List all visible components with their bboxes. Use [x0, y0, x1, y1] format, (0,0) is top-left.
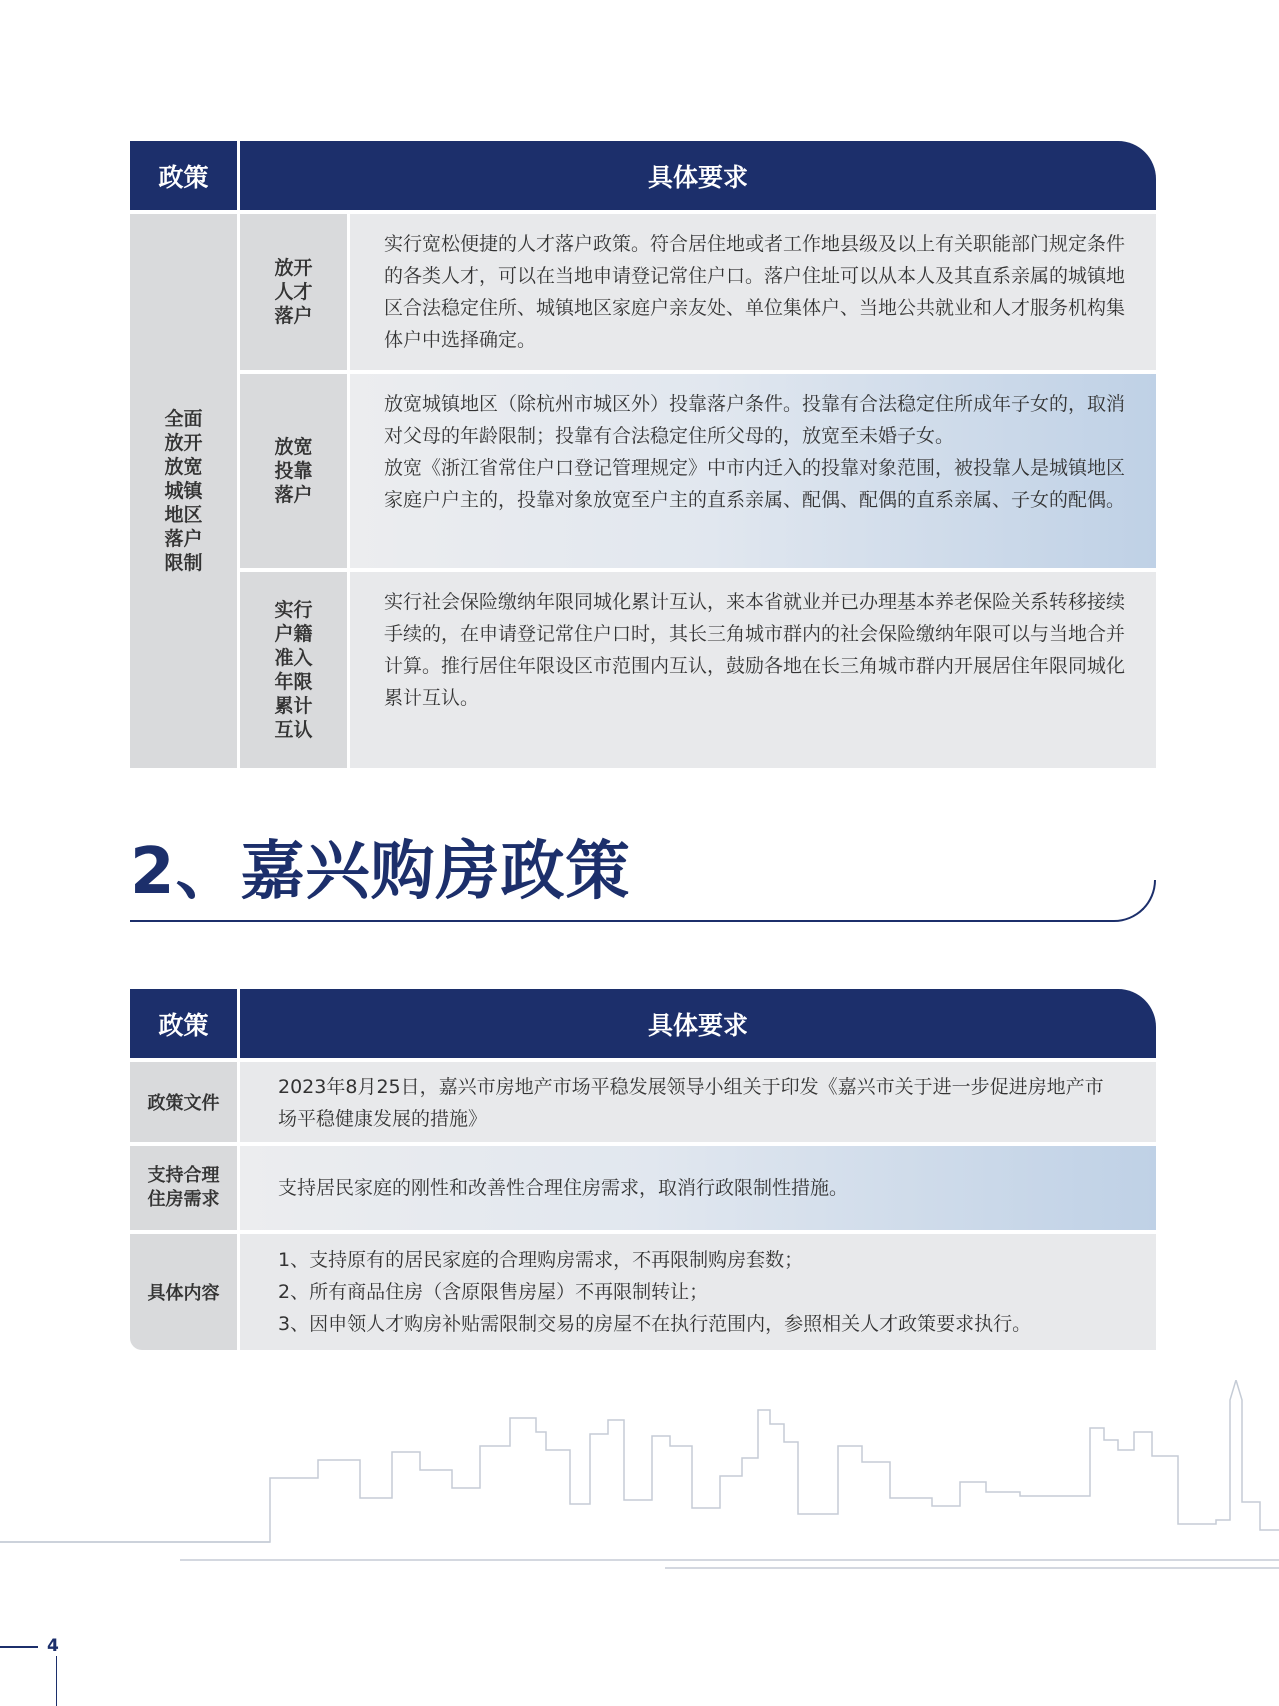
row-text-paragraph: 放宽《浙江省常住户口登记管理规定》中市内迁入的投靠对象范围，被投靠人是城镇地区家庭户户主的，投靠对象放宽至户主的直系亲属、配偶、配偶的直系亲属、子女的配偶。 — [384, 457, 1126, 511]
row-text-cell — [350, 214, 1156, 370]
row-label-line: 支持合理 — [147, 1165, 220, 1186]
header-requirements: 具体要求 — [240, 141, 1156, 210]
section-underline — [130, 880, 1156, 922]
row-text-cell — [350, 374, 1156, 568]
page-rule — [0, 1646, 38, 1648]
row-label-cell — [240, 374, 347, 568]
header-policy: 政策 — [130, 141, 237, 210]
group-label-cell — [130, 214, 237, 768]
row-label-line: 住房需求 — [147, 1189, 220, 1210]
housing-policy-table — [130, 989, 1156, 1361]
list-item: 1、支持原有的居民家庭的合理购房需求，不再限制购房套数； — [278, 1249, 804, 1271]
row-text-cell — [240, 1234, 1156, 1350]
row-text-cell — [350, 572, 1156, 768]
household-policy-table — [130, 141, 1156, 768]
table-header — [130, 141, 1156, 210]
row-text-cell — [240, 1062, 1156, 1142]
header-policy: 政策 — [130, 989, 237, 1058]
row-label: 放宽投靠落户 — [274, 436, 313, 506]
list-item: 3、因申领人才购房补贴需限制交易的房屋不在执行范围内，参照相关人才政策要求执行。 — [278, 1313, 1032, 1335]
row-text-paragraph: 放宽城镇地区（除杭州市城区外）投靠落户条件。投靠有合法稳定住所成年子女的，取消对父母的年龄限制；投靠有合法稳定住所父母的，放宽至未婚子女。 — [384, 393, 1126, 447]
row-label-cell — [240, 572, 347, 768]
row-label: 实行户籍准入年限累计互认 — [274, 599, 313, 741]
row-text: 2023年8月25日，嘉兴市房地产市场平稳发展领导小组关于印发《嘉兴市关于进一步促进房地产市场平稳健康发展的措施》 — [278, 1076, 1104, 1130]
row-label: 放开人才落户 — [274, 257, 313, 327]
row-label-cell — [240, 214, 347, 370]
row-text: 实行社会保险缴纳年限同城化累计互认，来本省就业并已办理基本养老保险关系转移接续手续的，在申请登记常住户口时，其长三角城市群内的社会保险缴纳年限可以与当地合并计算。推行居住年限设区市范围内互认，鼓励各地在长三角城市群内开展居住年限同城化累计互认。 — [384, 591, 1126, 709]
row-text: 支持居民家庭的刚性和改善性合理住房需求，取消行政限制性措施。 — [278, 1177, 849, 1199]
page-vertical-rule — [56, 1656, 57, 1706]
row-label-cell — [130, 1062, 237, 1142]
skyline-illustration — [0, 1380, 1279, 1580]
row-label-cell — [130, 1146, 237, 1230]
row-text: 实行宽松便捷的人才落户政策。符合居住地或者工作地县级及以上有关职能部门规定条件的各类人才，可以在当地申请登记常住户口。落户住址可以从本人及其直系亲属的城镇地区合法稳定住所、城镇地区家庭户亲友处、单位集体户、当地公共就业和人才服务机构集体户中选择确定。 — [384, 233, 1126, 351]
header-requirements: 具体要求 — [240, 989, 1156, 1058]
list-item: 2、所有商品住房（含原限售房屋）不再限制转让； — [278, 1281, 709, 1303]
row-label: 具体内容 — [147, 1283, 220, 1304]
section-title: 2、嘉兴购房政策 — [130, 835, 631, 909]
row-label-cell — [130, 1234, 237, 1350]
row-text-cell — [240, 1146, 1156, 1230]
row-label: 政策文件 — [147, 1093, 220, 1114]
page-number: 4 — [47, 1636, 59, 1656]
group-label: 全面放开放宽城镇地区落户限制 — [164, 408, 203, 574]
table-header — [130, 989, 1156, 1058]
